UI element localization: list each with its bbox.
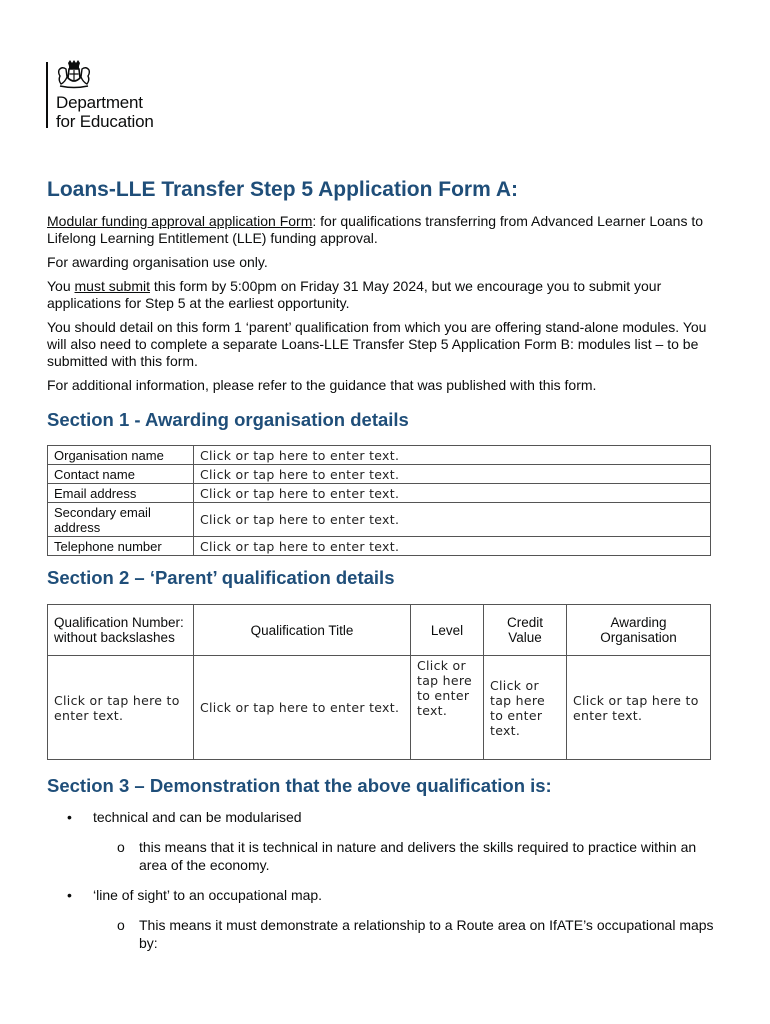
- logo-line-2: for Education: [56, 112, 154, 131]
- col-level: Level: [411, 605, 484, 656]
- table-row: [48, 537, 711, 556]
- section-3-list: [47, 808, 727, 964]
- awarding-organisation-table: [47, 445, 711, 556]
- intro-paragraph-5: For additional information, please refer to the guidance that was published with this form.: [47, 377, 597, 393]
- col-credit-value: Credit Value: [484, 605, 567, 656]
- secondary-email-field[interactable]: Click or tap here to enter text.: [194, 503, 711, 537]
- list-item: o This means it must demonstrate a relationship to a Route area on IfATE’s occupational maps by:: [47, 916, 727, 952]
- table-row: [48, 503, 711, 537]
- form-name-underlined: Modular funding approval application Form: [47, 213, 313, 229]
- row-label: Telephone number: [48, 537, 194, 556]
- intro-paragraph-1: [47, 213, 727, 247]
- list-item: • ‘line of sight’ to an occupational map.: [47, 886, 727, 904]
- row-label: Organisation name: [48, 446, 194, 465]
- col-qualification-number: Qualification Number: without backslashes: [48, 605, 194, 656]
- page-title: Loans-LLE Transfer Step 5 Application Form A:: [47, 178, 518, 201]
- logo-rule: [46, 62, 48, 128]
- royal-crest-icon: [56, 60, 92, 90]
- list-item: o this means that it is technical in nature and delivers the skills required to practice within an area of the economy.: [47, 838, 727, 874]
- intro-paragraph-2: For awarding organisation use only.: [47, 254, 268, 270]
- col-awarding-organisation: Awarding Organisation: [567, 605, 711, 656]
- email-address-field[interactable]: Click or tap here to enter text.: [194, 484, 711, 503]
- must-submit-underlined: must submit: [74, 278, 150, 294]
- col-qualification-title: Qualification Title: [194, 605, 411, 656]
- section-3-heading: Section 3 – Demonstration that the above qualification is:: [47, 775, 552, 796]
- logo-line-1: Department: [56, 93, 143, 112]
- intro-p3-pre: You: [47, 278, 75, 294]
- table-row: [48, 484, 711, 503]
- intro-p1-rest: : for qualifications transferring from Advanced Learner Loans to Lifelong Learning Entitlement (LLE) funding approval.: [47, 213, 704, 246]
- table-row: [48, 446, 711, 465]
- level-field[interactable]: Click or tap here to enter text.: [411, 656, 484, 760]
- parent-qualification-table: [47, 604, 711, 760]
- awarding-organisation-field[interactable]: Click or tap here to enter text.: [567, 656, 711, 760]
- intro-paragraph-3: [47, 278, 727, 312]
- intro-p3-rest: this form by 5:00pm on Friday 31 May 2024, but we encourage you to submit your applications for Step 5 at the earliest opportunity.: [47, 278, 662, 311]
- table-row: [48, 656, 711, 760]
- intro-paragraph-4: You should detail on this form 1 ‘parent’ qualification from which you are offering stand-alone modules. You will also need to complete a separate Loans-LLE Transfer Step 5 Application Form B: modules list – to be submitted with this form.: [47, 319, 707, 369]
- section-1-heading: Section 1 - Awarding organisation details: [47, 409, 409, 430]
- qualification-title-field[interactable]: Click or tap here to enter text.: [194, 656, 411, 760]
- telephone-number-field[interactable]: Click or tap here to enter text.: [194, 537, 711, 556]
- table-row: [48, 465, 711, 484]
- contact-name-field[interactable]: Click or tap here to enter text.: [194, 465, 711, 484]
- section-2-heading: Section 2 – ‘Parent’ qualification details: [47, 567, 395, 588]
- row-label: Contact name: [48, 465, 194, 484]
- credit-value-field[interactable]: Click or tap here to enter text.: [484, 656, 567, 760]
- organisation-name-field[interactable]: Click or tap here to enter text.: [194, 446, 711, 465]
- intro-text: [47, 213, 727, 401]
- department-name: [56, 93, 154, 131]
- row-label: Secondary email address: [48, 503, 194, 537]
- qualification-number-field[interactable]: Click or tap here to enter text.: [48, 656, 194, 760]
- row-label: Email address: [48, 484, 194, 503]
- table-header-row: [48, 605, 711, 656]
- list-item: • technical and can be modularised: [47, 808, 727, 826]
